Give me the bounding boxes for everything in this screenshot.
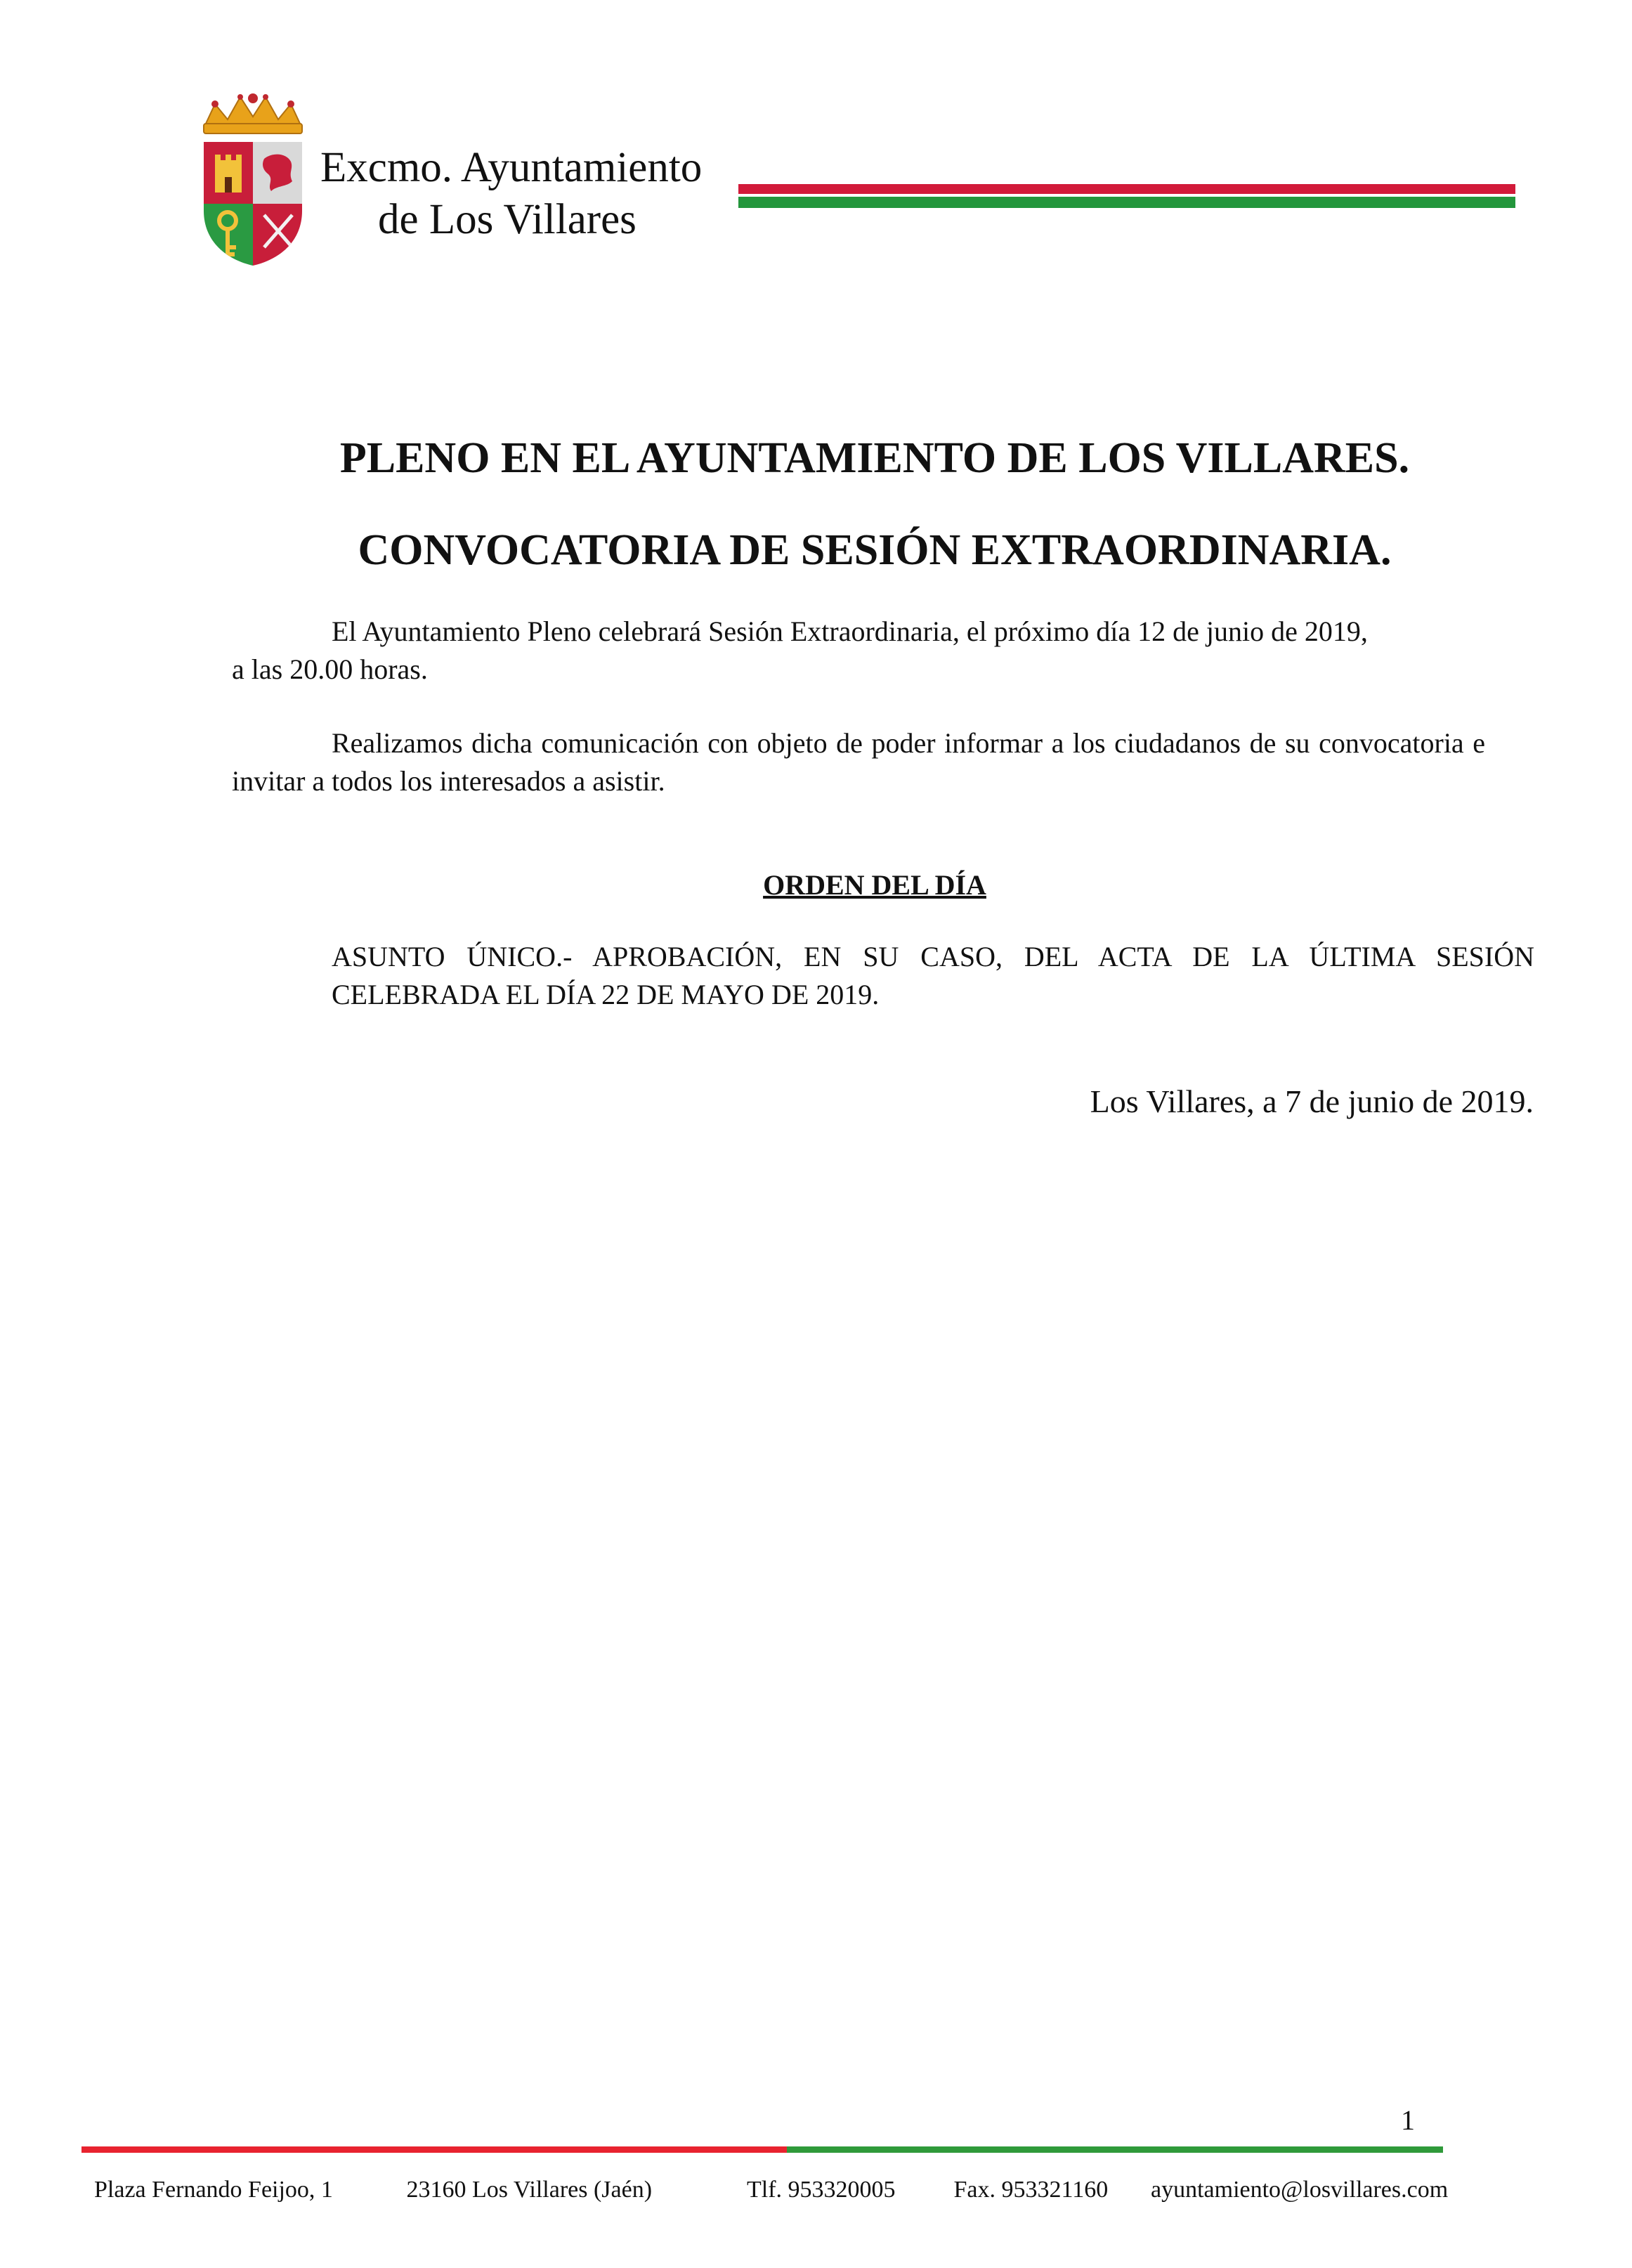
paragraph-communication-text: Realizamos dicha comunicación con objeto de poder informar a los ciudadanos de su convocatoria e invitar a todos los interesados a asistir. (232, 727, 1485, 797)
footer-rule (81, 2146, 1443, 2153)
paragraph-communication (232, 724, 1485, 800)
header-rule-green (738, 197, 1515, 208)
document-title-line2: CONVOCATORIA DE SESIÓN EXTRAORDINARIA. (358, 526, 1392, 574)
agenda-heading: ORDEN DEL DÍA (763, 869, 986, 901)
footer-contact (94, 2177, 1448, 2203)
coat-of-arms-icon (200, 91, 306, 267)
paragraph-session-notice (232, 613, 1485, 689)
footer-address: Plaza Fernando Feijoo, 1 (94, 2177, 333, 2203)
footer-email: ayuntamiento@losvillares.com (1151, 2177, 1449, 2203)
footer-rule-green (787, 2146, 1443, 2153)
paragraph-session-notice-line1: El Ayuntamiento Pleno celebrará Sesión Extraordinaria, el próximo día 12 de junio de 2019, (332, 615, 1368, 647)
footer-phone: Tlf. 953320005 (747, 2177, 896, 2203)
footer-postal: 23160 Los Villares (Jaén) (406, 2177, 653, 2203)
footer-rule-red (81, 2146, 787, 2153)
org-name-line2: de Los Villares (378, 196, 637, 243)
header-rule (738, 184, 1515, 208)
header-rule-red (738, 184, 1515, 194)
page-number: 1 (1401, 2104, 1415, 2136)
footer-fax: Fax. 953321160 (953, 2177, 1109, 2203)
place-date: Los Villares, a 7 de junio de 2019. (1090, 1083, 1534, 1119)
document-title-line1: PLENO EN EL AYUNTAMIENTO DE LOS VILLARES. (339, 434, 1410, 482)
paragraph-session-notice-line2: a las 20.00 horas. (232, 653, 428, 685)
org-name-line1: Excmo. Ayuntamiento (320, 144, 703, 191)
agenda-item: ASUNTO ÚNICO.- APROBACIÓN, EN SU CASO, DEL ACTA DE LA ÚLTIMA SESIÓN CELEBRADA EL DÍA 22 DE MAYO DE 2019. (332, 941, 1534, 1010)
